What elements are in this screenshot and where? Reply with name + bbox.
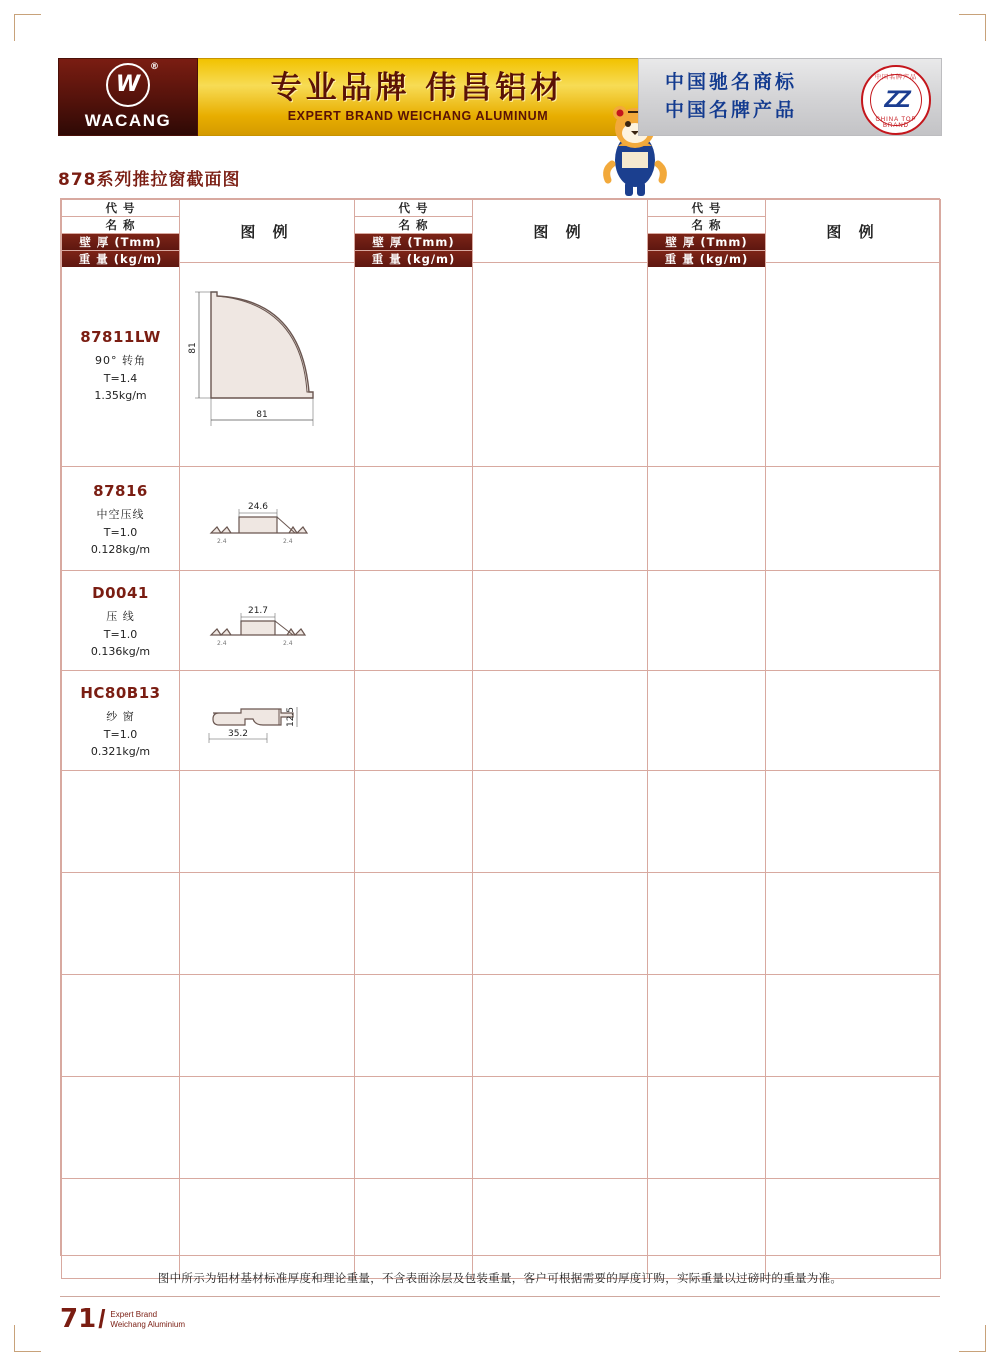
empty-info-cell [355, 671, 473, 771]
profile-name: 90° 转角 [95, 353, 146, 367]
profile-weight: 0.128kg/m [90, 542, 151, 556]
table-row [62, 467, 941, 571]
header-code-group-3 [648, 200, 766, 266]
award-label-1: 中国驰名商标 [665, 71, 798, 94]
svg-text:2.4: 2.4 [283, 537, 293, 545]
empty-info-cell [355, 571, 473, 671]
empty-info-cell [355, 873, 473, 975]
profile-name: 中空压线 [96, 507, 145, 521]
slogan-panel [198, 58, 638, 136]
footer-note: 图中所示为铝材基材标准厚度和理论重量，不含表面涂层及包装重量，客户可根据需要的厚度订购，实际重量以过磅时的重量为准。 [157, 1271, 843, 1285]
empty-info-cell [355, 1179, 473, 1279]
svg-text:2.4: 2.4 [217, 639, 227, 647]
page-number: 71 [60, 1304, 97, 1334]
profile-info-cell [62, 467, 180, 571]
profile-thickness: T=1.0 [103, 525, 138, 539]
slogan-english: EXPERT BRAND WEICHANG ALUMINUM [287, 108, 549, 123]
empty-info-cell [62, 873, 180, 975]
profiles-table-container [60, 198, 940, 1256]
empty-figure-cell [766, 571, 941, 671]
glazing-bead-icon [183, 577, 351, 665]
profile-figure-cell [180, 467, 355, 571]
empty-figure-cell [473, 571, 648, 671]
header-figure-1: 图 例 [180, 200, 355, 263]
corner-profile-90-icon [183, 270, 351, 460]
profile-weight: 1.35kg/m [94, 388, 147, 402]
empty-info-cell [648, 571, 766, 671]
profile-info-cell [62, 571, 180, 671]
empty-figure-cell [766, 1077, 941, 1179]
crop-mark-top-left [14, 14, 41, 41]
page-number-slash: / [98, 1304, 106, 1334]
award-label-2: 中国名牌产品 [665, 99, 798, 121]
table-row [62, 571, 941, 671]
registered-trademark-icon: ® [150, 62, 159, 72]
header-code-group-1 [62, 200, 180, 266]
footer-brand-line2: Weichang Aluminium [110, 1320, 185, 1329]
svg-text:81: 81 [188, 341, 198, 354]
china-top-brand-seal [861, 65, 931, 135]
empty-figure-cell [766, 975, 941, 1077]
crop-mark-bottom-right [959, 1325, 986, 1352]
table-row [62, 671, 941, 771]
empty-info-cell [648, 467, 766, 571]
empty-figure-cell [766, 467, 941, 571]
header-code-1: 代 号 [62, 200, 179, 217]
glazing-bead-hollow-icon [183, 473, 351, 565]
empty-info-cell [62, 1179, 180, 1279]
profile-code: HC80B13 [80, 683, 161, 702]
svg-text:81: 81 [256, 409, 268, 420]
screen-window-profile-icon [183, 677, 351, 765]
profile-name: 纱 窗 [106, 709, 135, 723]
profile-thickness: T=1.4 [103, 371, 138, 385]
header-weight-2: 重 量 (kg/m) [355, 251, 472, 267]
header-weight-1: 重 量 (kg/m) [62, 251, 179, 267]
seal-top-text: 中国名牌产品 [874, 75, 917, 81]
seal-monogram: ZZ [884, 86, 908, 113]
empty-info-cell [648, 1179, 766, 1279]
empty-info-cell [355, 975, 473, 1077]
header-thickness-2: 壁 厚 (Tmm) [355, 234, 472, 251]
header-figure-2: 图 例 [473, 200, 648, 263]
empty-figure-cell [473, 1077, 648, 1179]
crop-mark-bottom-left [14, 1325, 41, 1352]
svg-text:2.4: 2.4 [217, 537, 227, 545]
svg-text:2.4: 2.4 [283, 639, 293, 647]
empty-info-cell [648, 263, 766, 467]
header-code-2: 代 号 [355, 200, 472, 217]
table-row [62, 771, 941, 873]
profile-code: 87811LW [80, 327, 161, 346]
profile-info-cell [62, 263, 180, 467]
empty-info-cell [355, 467, 473, 571]
empty-info-cell [355, 771, 473, 873]
empty-figure-cell [180, 975, 355, 1077]
empty-info-cell [648, 1077, 766, 1179]
crop-mark-top-right [959, 14, 986, 41]
profiles-table [61, 199, 941, 1279]
empty-figure-cell [473, 771, 648, 873]
empty-figure-cell [766, 263, 941, 467]
profile-figure-cell [180, 671, 355, 771]
logo-wordmark: WACANG [84, 111, 172, 130]
empty-figure-cell [180, 1179, 355, 1279]
footer-brand [110, 1310, 185, 1330]
empty-info-cell [62, 771, 180, 873]
empty-figure-cell [473, 975, 648, 1077]
empty-figure-cell [766, 671, 941, 771]
table-row [62, 1077, 941, 1179]
empty-info-cell [62, 1077, 180, 1179]
svg-text:24.6: 24.6 [247, 501, 269, 512]
table-row [62, 975, 941, 1077]
header-name-2: 名 称 [355, 217, 472, 234]
empty-info-cell [62, 975, 180, 1077]
empty-info-cell [648, 873, 766, 975]
empty-figure-cell [473, 263, 648, 467]
profile-code: D0041 [92, 583, 149, 602]
empty-figure-cell [766, 771, 941, 873]
svg-text:21.7: 21.7 [247, 605, 269, 616]
profile-thickness: T=1.0 [103, 727, 138, 741]
empty-figure-cell [473, 1179, 648, 1279]
table-row [62, 263, 941, 467]
page-title: 878系列推拉窗截面图 [58, 170, 241, 190]
footer-brand-line1: Expert Brand [110, 1310, 158, 1319]
empty-info-cell [355, 263, 473, 467]
header-name-1: 名 称 [62, 217, 179, 234]
wacang-logo-icon [106, 62, 159, 107]
empty-figure-cell [766, 1179, 941, 1279]
empty-figure-cell [180, 1077, 355, 1179]
empty-info-cell [648, 671, 766, 771]
svg-text:35.2: 35.2 [227, 728, 249, 739]
footer-divider [60, 1296, 940, 1297]
table-row [62, 1179, 941, 1279]
empty-figure-cell [766, 873, 941, 975]
profile-code: 87816 [93, 481, 148, 500]
profile-thickness: T=1.0 [103, 627, 138, 641]
profile-figure-cell [180, 571, 355, 671]
svg-text:12.5: 12.5 [286, 706, 296, 727]
logo-symbol: W [115, 72, 141, 97]
table-header-row [62, 200, 941, 263]
header-name-3: 名 称 [648, 217, 765, 234]
empty-figure-cell [473, 671, 648, 771]
empty-figure-cell [473, 873, 648, 975]
header-code-3: 代 号 [648, 200, 765, 217]
empty-figure-cell [180, 873, 355, 975]
header-code-group-2 [355, 200, 473, 266]
header-banner [58, 58, 942, 136]
empty-info-cell [648, 771, 766, 873]
page-number-block [60, 1306, 185, 1332]
empty-figure-cell [473, 467, 648, 571]
empty-info-cell [355, 1077, 473, 1179]
seal-bottom-text: CHINA TOP BRAND [875, 117, 917, 129]
profile-info-cell [62, 671, 180, 771]
empty-info-cell [648, 975, 766, 1077]
header-thickness-1: 壁 厚 (Tmm) [62, 234, 179, 251]
company-logo [58, 58, 198, 136]
profile-weight: 0.136kg/m [90, 644, 151, 658]
profile-weight: 0.321kg/m [90, 744, 151, 758]
profile-name: 压 线 [106, 609, 135, 623]
header-figure-3: 图 例 [766, 200, 941, 263]
profile-figure-cell [180, 263, 355, 467]
table-row [62, 873, 941, 975]
empty-figure-cell [180, 771, 355, 873]
awards-panel [638, 58, 942, 136]
header-weight-3: 重 量 (kg/m) [648, 251, 765, 267]
slogan-chinese: 专业品牌 伟昌铝材 [270, 70, 566, 107]
header-thickness-3: 壁 厚 (Tmm) [648, 234, 765, 251]
